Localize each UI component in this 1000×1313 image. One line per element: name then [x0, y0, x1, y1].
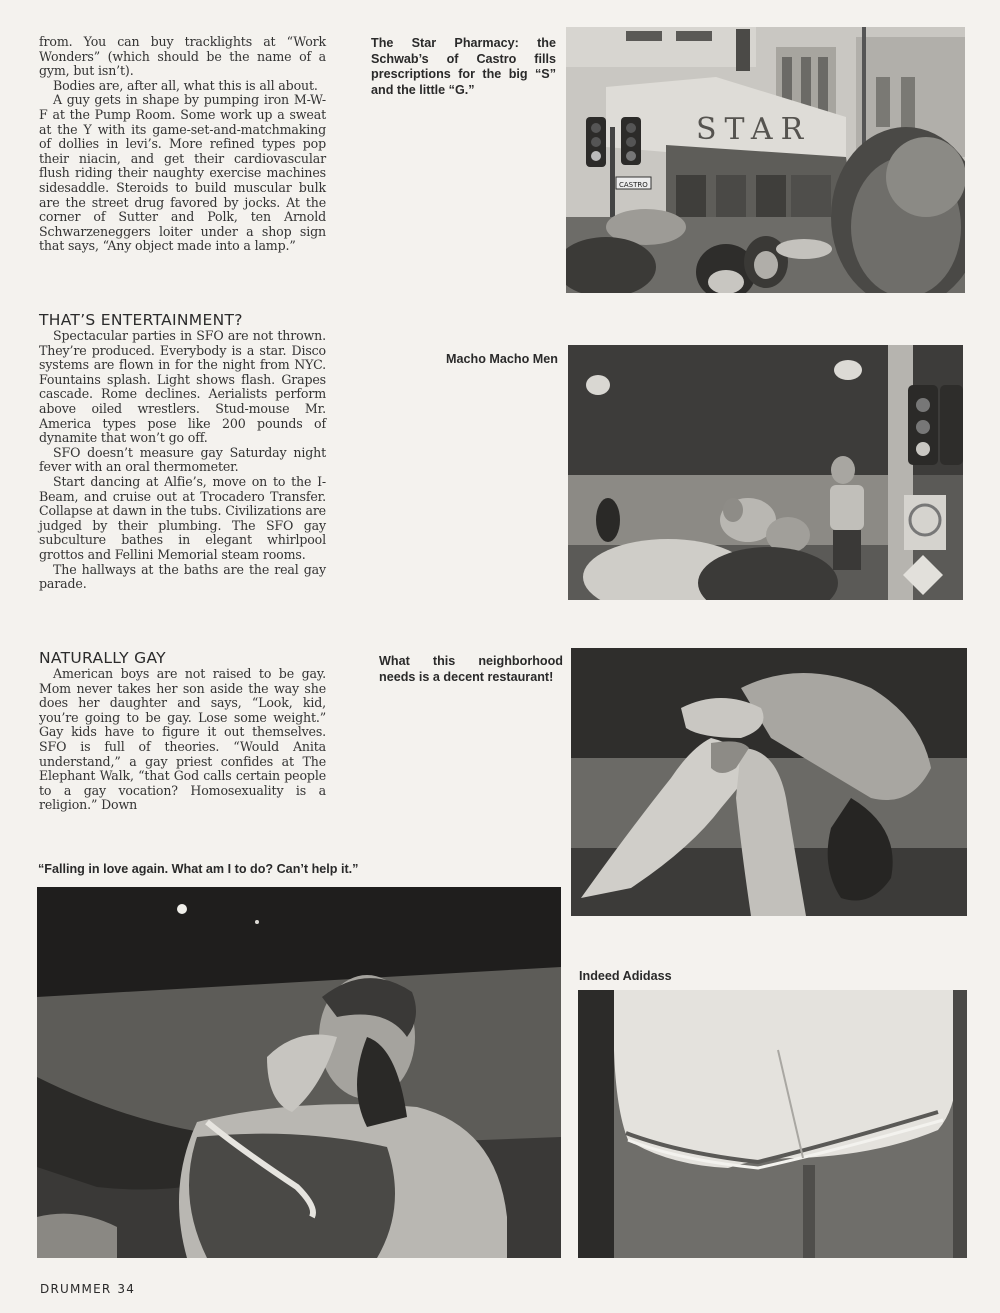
section-paragraph: The hallways at the baths are the real gay parade.: [39, 561, 326, 592]
photo-star-pharmacy: [566, 27, 965, 293]
caption-star-pharmacy: The Star Pharmacy: the Schwab’s of Castro fills prescriptions for the big “S” and the little “G.”: [371, 36, 556, 97]
page-number: 34: [117, 1282, 136, 1296]
castro-sign-text: CASTRO: [619, 181, 648, 189]
photo-restaurant: [571, 648, 967, 916]
star-pharmacy-image: [566, 27, 965, 293]
caption-indeed-adidass: Indeed Adidass: [579, 969, 672, 983]
intro-paragraph: A guy gets in shape by pumping iron M-W-F at the Pump Room. Some work up a sweat at the Y with its game-set-and-matchmaking of dollies in levi’s. More refined types pop their niacin, and get their cardiovascular flush riding their naughty exercise machines sidesaddle. Steroids to build muscular bulk are the street drug favored by jocks. At the corner of Sutter and Polk, ten Arnold Schwarzeneggers loiter under a shop sign that says, “Any object made into a lamp.”: [39, 92, 326, 254]
page-folio: [40, 1282, 141, 1296]
magazine-name: DRUMMER: [40, 1282, 112, 1296]
section-paragraph: Spectacular parties in SFO are not thrown. They’re produced. Everybody is a star. Disco systems are flown in for the night from NYC. Fountains splash. Light shows flash. Grapes cascade. Rome declines. Aerialists perform above oiled wrestlers. Stud-mouse Mr. America types pose like 200 pounds of dynamite that won’t go off.: [39, 328, 326, 446]
caption-restaurant: What this neighborhood needs is a decent restaurant!: [379, 654, 563, 684]
restaurant-image: [571, 648, 967, 916]
photo-indeed-adidass: [578, 990, 967, 1258]
caption-macho-men: Macho Macho Men: [446, 352, 558, 366]
indeed-adidass-image: [578, 990, 967, 1258]
macho-men-image: [568, 345, 963, 600]
intro-paragraph: Bodies are, after all, what this is all about.: [53, 77, 318, 93]
caption-falling-in-love: “Falling in love again. What am I to do? Can’t help it.”: [38, 862, 359, 876]
section-naturally-gay: [39, 650, 326, 813]
section-entertainment: [39, 312, 326, 592]
section-heading: THAT’S ENTERTAINMENT?: [39, 311, 243, 329]
section-paragraph: American boys are not raised to be gay. Mom never takes her son aside the way she does her daughter and says, “Look, kid, you’re going to be gay. Lose some weight.” Gay kids have to figure it out themselves. SFO is full of theories. “Would Anita understand,” a gay priest confides at The Elephant Walk, “that God calls certain people to a gay vocation? Homosexuality is a religion.” Down: [39, 666, 326, 813]
section-paragraph: Start dancing at Alfie’s, move on to the I-Beam, and cruise out at Trocadero Transfer. Collapse at dawn in the tubs. Civilizations are judged by their plumbing. The SFO gay subculture bathes in elegant whirlpool grottos and Fellini Memorial steam rooms.: [39, 473, 326, 562]
section-heading: NATURALLY GAY: [39, 649, 166, 667]
article-column: [39, 35, 326, 254]
falling-in-love-image: [37, 887, 561, 1258]
photo-macho-men: [568, 345, 963, 600]
photo-falling-in-love: [37, 887, 561, 1258]
star-sign-text: STAR: [696, 112, 812, 147]
intro-paragraph: from. You can buy tracklights at “Work Wonders” (which should be the name of a gym, but isn’t).: [39, 34, 326, 79]
section-paragraph: SFO doesn’t measure gay Saturday night fever with an oral thermometer.: [39, 444, 326, 475]
